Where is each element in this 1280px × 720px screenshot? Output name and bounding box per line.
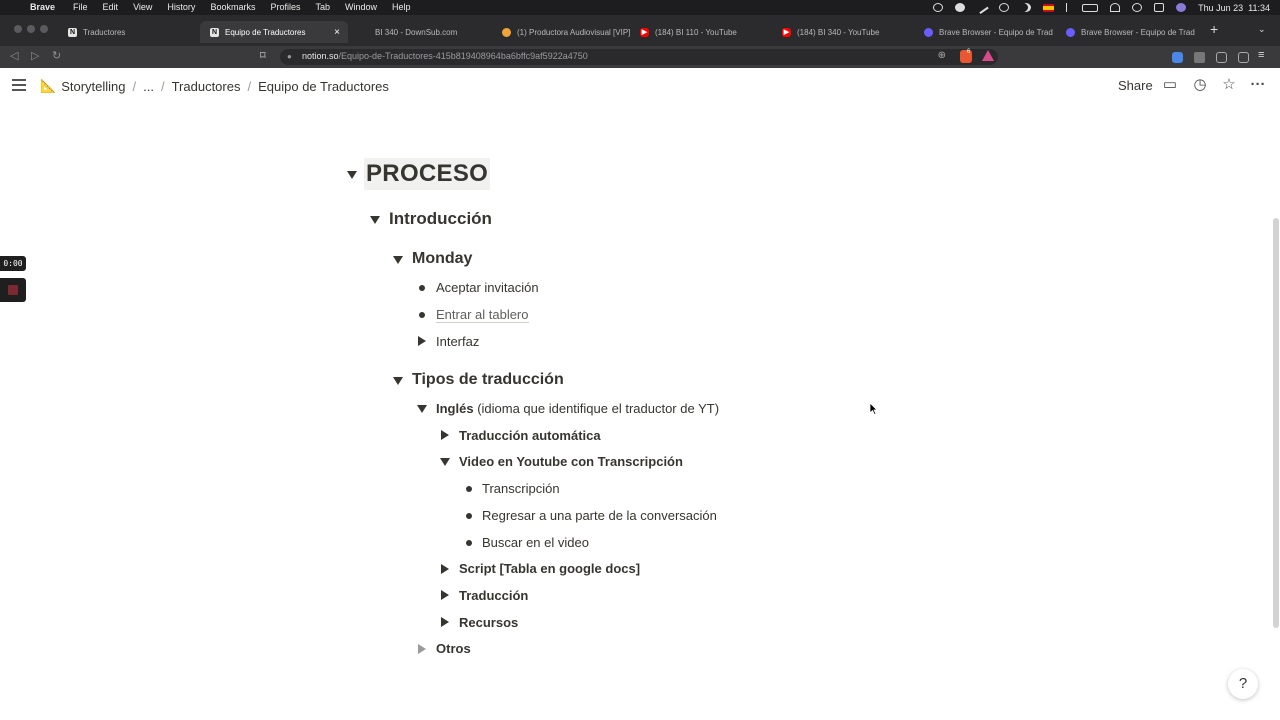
google-status-icon[interactable]: [955, 3, 965, 12]
menu-view[interactable]: View: [133, 2, 153, 12]
toggle-expanded-icon[interactable]: [370, 216, 380, 224]
browser-tab-active[interactable]: [200, 21, 348, 43]
browser-tab[interactable]: [772, 21, 912, 43]
wallet-icon[interactable]: [1238, 52, 1249, 63]
brightness-icon[interactable]: [933, 3, 943, 12]
menu-edit[interactable]: Edit: [102, 2, 119, 12]
notion-favicon-icon: N: [211, 28, 218, 36]
browser-tab[interactable]: [914, 21, 1054, 43]
new-tab-icon[interactable]: +: [1210, 21, 1219, 37]
heading-monday[interactable]: Monday: [412, 250, 473, 267]
toggle-expanded-icon[interactable]: [347, 171, 357, 179]
menu-help[interactable]: Help: [392, 2, 411, 12]
toggle-item[interactable]: Traducción: [459, 588, 529, 603]
browser-tab[interactable]: [350, 21, 490, 43]
toggle-item-ingles[interactable]: Inglés (idioma que identifique el traductor de YT): [436, 401, 720, 416]
window-minimize-button[interactable]: [27, 25, 35, 33]
recording-timer: 0:00: [0, 256, 26, 271]
tab-title: Equipo de Traductores: [225, 27, 306, 37]
more-options-icon[interactable]: ···: [1250, 76, 1266, 93]
youtube-favicon-icon: ▶: [783, 28, 790, 36]
tab-title: (184) BI 110 - YouTube: [655, 27, 737, 37]
brave-favicon-icon: [1066, 28, 1075, 37]
tab-title: BI 340 - DownSub.com: [375, 27, 458, 37]
browser-tab-strip: [0, 15, 1280, 46]
browser-tab[interactable]: [1056, 21, 1202, 43]
scrollbar-thumb[interactable]: [1273, 218, 1279, 628]
toggle-collapsed-icon[interactable]: [441, 590, 449, 600]
translate-icon[interactable]: [1172, 52, 1183, 63]
workspace-page-icon[interactable]: 📐: [40, 78, 57, 93]
tab-search-chevron-icon[interactable]: ⌄: [1258, 24, 1266, 34]
shields-count: 6: [967, 49, 971, 55]
list-item[interactable]: Aceptar invitación: [436, 280, 539, 295]
window-zoom-button[interactable]: [40, 25, 48, 33]
stop-icon: [8, 285, 18, 295]
breadcrumb-separator: /: [132, 78, 137, 94]
toggle-collapsed-icon[interactable]: [418, 644, 426, 654]
share-button[interactable]: Share: [1118, 78, 1153, 93]
macos-menubar: [0, 0, 1280, 15]
history-clock-icon[interactable]: ◷: [1193, 76, 1207, 93]
url-text[interactable]: notion.so/Equipo-de-Traductores-415b819408964ba6bffc9af5922a4750: [302, 51, 588, 61]
battery-icon[interactable]: [1082, 4, 1098, 12]
toggle-expanded-icon[interactable]: [417, 405, 427, 413]
menubar-datetime[interactable]: Thu Jun 23 11:34: [1198, 2, 1270, 13]
mouse-cursor-icon: [869, 402, 878, 415]
bullet-icon: [419, 312, 425, 318]
lock-icon[interactable]: ●: [287, 52, 292, 61]
toggle-item[interactable]: Recursos: [459, 615, 519, 630]
tab-title: Traductores: [83, 27, 126, 37]
breadcrumb-item-ellipsis[interactable]: ...: [143, 78, 154, 94]
breadcrumb-item-storytelling[interactable]: Storytelling: [61, 78, 126, 94]
bullet-icon: [466, 513, 472, 519]
menu-file[interactable]: File: [73, 2, 88, 12]
toggle-collapsed-icon[interactable]: [441, 617, 449, 627]
menu-app-name[interactable]: Brave: [30, 2, 56, 12]
breadcrumb: [40, 78, 389, 94]
toggle-item[interactable]: Interfaz: [436, 334, 480, 349]
sidebar-icon[interactable]: [1216, 52, 1227, 63]
menu-tab[interactable]: Tab: [315, 2, 330, 12]
toggle-item[interactable]: Traducción automática: [459, 428, 601, 443]
zoom-icon[interactable]: ⊕: [937, 50, 946, 61]
breadcrumb-item-traductores[interactable]: Traductores: [171, 78, 241, 94]
toggle-collapsed-icon[interactable]: [441, 430, 449, 440]
address-bar[interactable]: [280, 49, 998, 65]
notion-favicon-icon: N: [69, 28, 76, 36]
downsub-favicon-icon: [360, 28, 369, 37]
toggle-collapsed-icon[interactable]: [418, 336, 426, 346]
favorite-star-icon[interactable]: ☆: [1222, 76, 1236, 93]
help-button[interactable]: ?: [1228, 669, 1258, 699]
toggle-item[interactable]: Video en Youtube con Transcripción: [459, 454, 683, 469]
browser-menu-icon[interactable]: ≡: [1258, 49, 1265, 61]
back-arrow-icon[interactable]: ◁: [10, 50, 19, 62]
play-icon[interactable]: [999, 3, 1009, 12]
toggle-expanded-icon[interactable]: [393, 256, 403, 264]
heading-tipos[interactable]: Tipos de traducción: [412, 371, 564, 388]
list-item[interactable]: Buscar en el video: [482, 535, 589, 550]
control-center-icon[interactable]: [1154, 3, 1164, 12]
browser-tab[interactable]: [58, 21, 198, 43]
heading-introduccion[interactable]: Introducción: [389, 209, 492, 228]
toggle-expanded-icon[interactable]: [393, 377, 403, 385]
toggle-expanded-icon[interactable]: [440, 458, 450, 466]
bullet-icon: [466, 486, 472, 492]
pen-icon[interactable]: [975, 1, 988, 14]
list-item-link[interactable]: Entrar al tablero: [436, 307, 529, 322]
menu-profiles[interactable]: Profiles: [270, 2, 301, 12]
bullet-icon: [419, 285, 425, 291]
list-item[interactable]: Regresar a una parte de la conversación: [482, 508, 717, 523]
browser-toolbar: [0, 46, 1280, 68]
menu-history[interactable]: History: [167, 2, 196, 12]
page-heading[interactable]: PROCESO: [364, 158, 490, 190]
recording-stop-button[interactable]: [0, 278, 26, 302]
sidebar-toggle-icon[interactable]: [12, 79, 26, 91]
toggle-item[interactable]: Otros: [436, 641, 471, 656]
brave-rewards-icon[interactable]: [982, 50, 994, 61]
menu-window[interactable]: Window: [344, 2, 377, 12]
breadcrumb-item-current[interactable]: Equipo de Traductores: [258, 78, 389, 94]
siri-icon[interactable]: [1176, 3, 1186, 12]
browser-tab[interactable]: [630, 21, 770, 43]
input-source-flag-icon[interactable]: [1043, 4, 1054, 12]
reload-icon[interactable]: ↻: [52, 50, 62, 62]
breadcrumb-separator: /: [247, 78, 252, 94]
menu-bookmarks[interactable]: Bookmarks: [210, 2, 256, 12]
tab-title: (184) BI 340 - YouTube: [797, 27, 880, 37]
breadcrumb-separator: /: [160, 78, 165, 94]
tab-title: Brave Browser - Equipo de Trad: [1081, 27, 1195, 37]
comments-icon[interactable]: ▭: [1162, 76, 1178, 93]
spotlight-search-icon[interactable]: [1132, 3, 1142, 12]
bookmark-icon[interactable]: ⌑: [260, 50, 266, 62]
cloud-favicon-icon: [502, 28, 511, 37]
forward-arrow-icon[interactable]: ▷: [31, 50, 40, 62]
heading-proceso[interactable]: [364, 158, 490, 190]
moon-icon[interactable]: [1021, 3, 1031, 12]
window-close-button[interactable]: [14, 25, 22, 33]
browser-tab[interactable]: [492, 21, 630, 43]
extensions-puzzle-icon[interactable]: [1194, 52, 1205, 63]
list-item[interactable]: Transcripción: [482, 481, 560, 496]
brave-favicon-icon: [924, 28, 933, 37]
tab-close-icon[interactable]: ×: [334, 26, 340, 38]
bluetooth-icon[interactable]: [1066, 3, 1070, 12]
toggle-collapsed-icon[interactable]: [441, 564, 449, 574]
notion-topbar: [0, 68, 1280, 102]
tab-title: Brave Browser - Equipo de Trad: [939, 27, 1053, 37]
toggle-item[interactable]: Script [Tabla en google docs]: [459, 561, 641, 576]
tab-title: (1) Productora Audiovisual [VIP]: [517, 27, 630, 37]
bullet-icon: [466, 540, 472, 546]
youtube-favicon-icon: ▶: [641, 28, 648, 36]
wifi-icon[interactable]: [1110, 3, 1120, 12]
